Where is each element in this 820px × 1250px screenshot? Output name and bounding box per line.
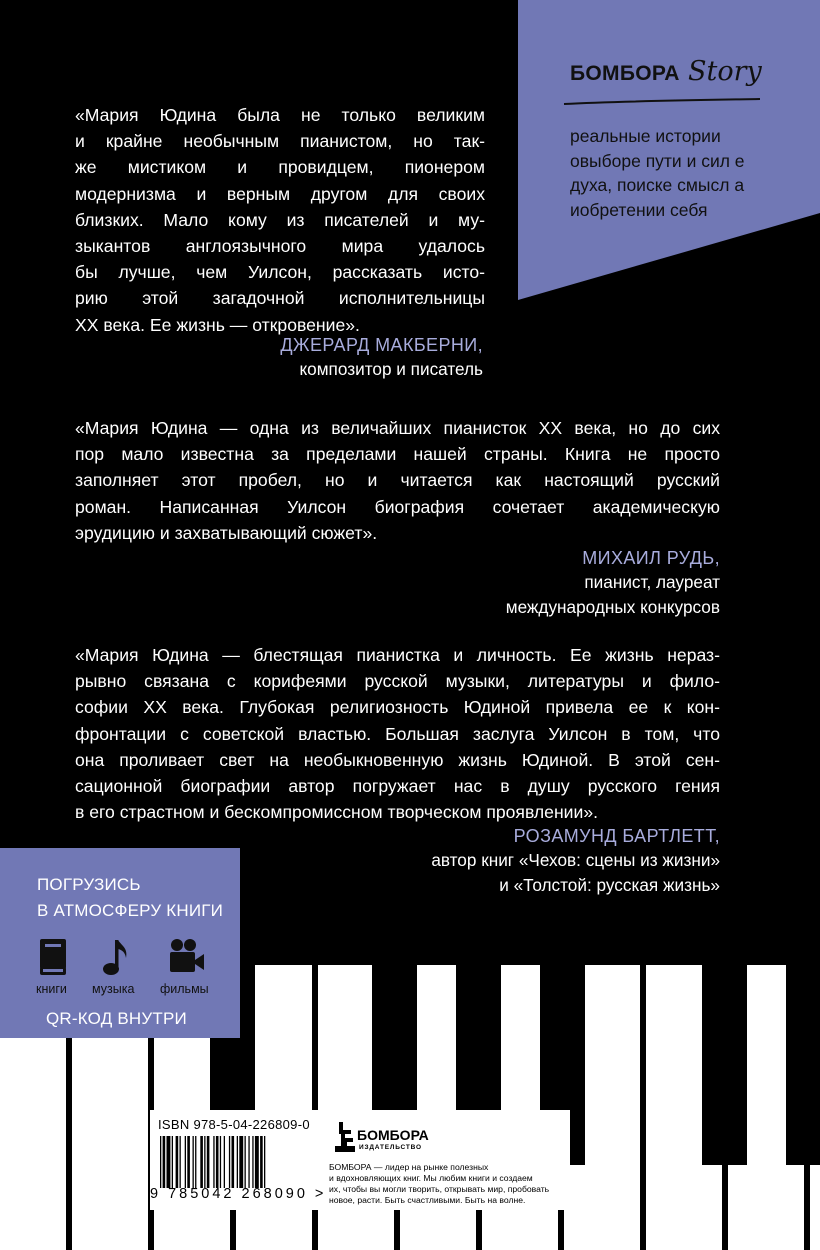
quote-line: она проливает свет на необыкновенную жизнь Юдиной. В этой сен- bbox=[75, 749, 720, 770]
quote-line: заполняет этот пробел, но и читается как настоящий русский bbox=[75, 470, 720, 491]
quote-line: «Мария Юдина была не только великим bbox=[75, 105, 485, 125]
quote-line: «Мария Юдина — одна из величайших пианисток XX века, но до сих bbox=[75, 418, 720, 438]
music-label: музыка bbox=[92, 982, 135, 996]
film-camera-icon bbox=[168, 938, 206, 976]
author-role: и «Толстой: русская жизнь» bbox=[499, 875, 720, 895]
tagline-line: духа, поиске смысл а bbox=[570, 175, 745, 195]
quote-3 bbox=[75, 642, 720, 825]
quote-line: рию этой загадочной исполнительницы bbox=[75, 288, 485, 309]
quote-line: зыкантов англоязычного мира удалось bbox=[75, 236, 485, 257]
info-title-line: ПОГРУЗИСЬ bbox=[37, 875, 141, 894]
quote-3-attribution bbox=[431, 824, 720, 898]
info-title-line: В АТМОСФЕРУ КНИГИ bbox=[37, 901, 224, 920]
author-role: автор книг «Чехов: сцены из жизни» bbox=[431, 850, 720, 870]
quote-2-attribution bbox=[506, 546, 720, 620]
publisher-logo-icon bbox=[333, 1120, 357, 1154]
quote-line: близких. Мало кому из писателей и му- bbox=[75, 209, 485, 230]
tagline-line: овыборе пути и сил е bbox=[570, 150, 745, 171]
quote-line: фронтации с советской властью. Большая заслуга Уилсон в том, что bbox=[75, 723, 720, 744]
description-line: новое, расти. Быть счастливыми. Быть на волне. bbox=[329, 1195, 526, 1205]
barcode-number: 9 785042 268090 > bbox=[150, 1186, 327, 1202]
author-role: международных конкурсов bbox=[505, 597, 720, 617]
publisher-name: БОМБОРА bbox=[357, 1127, 429, 1143]
books-label: книги bbox=[36, 982, 67, 996]
brand-underline bbox=[562, 97, 762, 109]
quote-line: «Мария Юдина — блестящая пианистка и личность. Ее жизнь нераз- bbox=[75, 645, 720, 665]
films-label: фильмы bbox=[160, 982, 209, 996]
description-line: и вдохновляющих книг. Мы любим книги и создаем bbox=[329, 1173, 533, 1183]
tagline-line: реальные истории bbox=[570, 126, 721, 146]
quote-line: модернизма и верным другом для своих bbox=[75, 183, 485, 204]
book-icon bbox=[38, 938, 68, 976]
author-role: композитор и писатель bbox=[299, 359, 483, 379]
tagline-line: иобретении себя bbox=[570, 199, 708, 220]
media-info-title bbox=[37, 872, 223, 924]
qr-code-label: QR-КОД ВНУТРИ bbox=[46, 1009, 187, 1028]
quote-line: же мистиком и провидцем, пионером bbox=[75, 157, 485, 178]
quote-line: софии XX века. Глубокая религиозность Юдиной привела ее к кон- bbox=[75, 697, 720, 718]
quote-line: рывно связана с корифеями русской музыки, литературы и фило- bbox=[75, 671, 720, 692]
description-line: БОМБОРА — лидер на рынке полезных bbox=[329, 1162, 489, 1172]
quote-line: сационной биографии автор погружает нас в душу русского гения bbox=[75, 776, 720, 797]
publisher-description bbox=[329, 1162, 567, 1206]
isbn: ISBN 978-5-04-226809-0 bbox=[158, 1117, 310, 1132]
quote-1 bbox=[75, 102, 485, 338]
brand-tagline bbox=[570, 124, 790, 222]
author-name: РОЗАМУНД БАРТЛЕТТ, bbox=[513, 826, 720, 846]
author-name: ДЖЕРАРД МАКБЕРНИ, bbox=[280, 335, 483, 355]
quote-line: пор мало известна за пределами нашей страны. Книга не просто bbox=[75, 444, 720, 465]
quote-line: роман. Написанная Уилсон биография сочетает академическую bbox=[75, 496, 720, 517]
barcode bbox=[158, 1136, 320, 1188]
publisher-subtitle: ИЗДАТЕЛЬСТВО bbox=[359, 1144, 422, 1151]
brand-series: Story bbox=[688, 56, 762, 87]
quote-line: и крайне необычным пианистом, но так- bbox=[75, 131, 485, 152]
author-role: пианист, лауреат bbox=[584, 572, 720, 592]
description-line: их, чтобы вы могли творить, открывать мир, пробовать bbox=[329, 1184, 550, 1194]
quote-line: бы лучше, чем Уилсон, рассказать исто- bbox=[75, 262, 485, 283]
author-name: МИХАИЛ РУДЬ, bbox=[582, 548, 720, 568]
quote-line: XX века. Ее жизнь — откровение». bbox=[75, 314, 360, 335]
quote-2 bbox=[75, 415, 720, 546]
brand-name: БОМБОРА bbox=[570, 62, 680, 85]
quote-1-attribution bbox=[280, 333, 483, 382]
quote-line: эрудицию и захватывающий сюжет». bbox=[75, 522, 378, 543]
quote-line: в его страстном и бескомпромиссном творческом проявлении». bbox=[75, 802, 599, 823]
music-note-icon bbox=[102, 938, 130, 976]
